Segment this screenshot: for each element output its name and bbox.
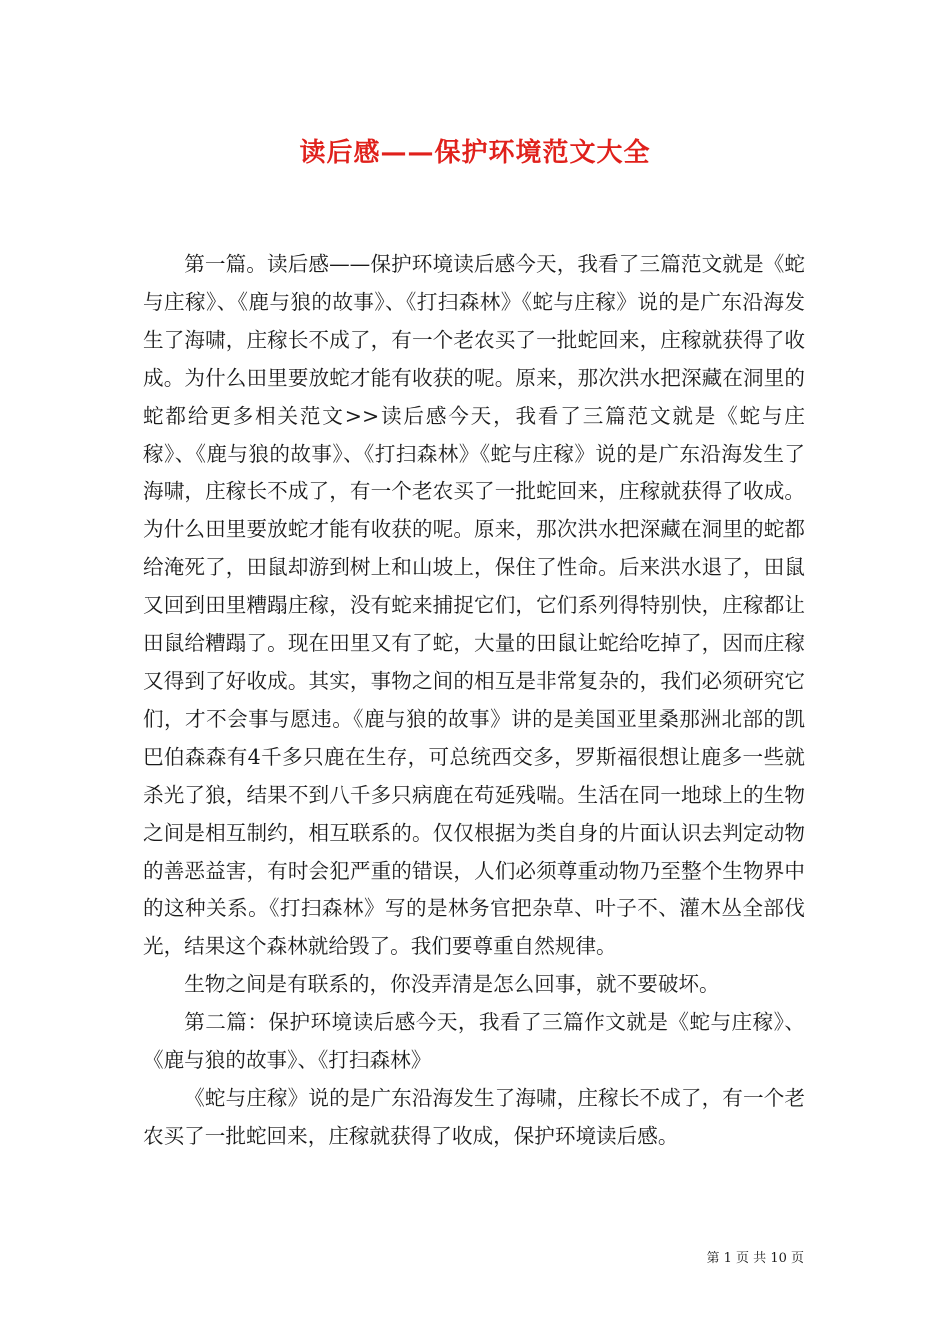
page-title: 读后感——保护环境范文大全 [299, 138, 651, 168]
document-body [143, 246, 805, 1156]
paragraph-4: 《蛇与庄稼》说的是广东沿海发生了海啸，庄稼长不成了，有一个老农买了一批蛇回来，庄稼就获得了收成，保护环境读后感。 [143, 1085, 805, 1148]
page-number: 第 1 页 共 10 页 [706, 1251, 804, 1266]
paragraph-2: 生物之间是有联系的，你没弄清是怎么回事，就不要破坏。 [184, 972, 720, 997]
paragraph-3: 第二篇：保护环境读后感今天，我看了三篇作文就是《蛇与庄稼》、《鹿与狼的故事》、《打扫森林》 [143, 1010, 805, 1073]
paragraph-1: 第一篇。读后感——保护环境读后感今天，我看了三篇范文就是《蛇与庄稼》、《鹿与狼的故事》、《打扫森林》《蛇与庄稼》说的是广东沿海发生了海啸，庄稼长不成了，有一个老农买了一批蛇回来，庄稼就获得了收成。为什么田里要放蛇才能有收获的呢。原来，那次洪水把深藏在洞里的蛇都给更多相关范文>>读后感今天，我看了三篇范文就是《蛇与庄稼》、《鹿与狼的故事》、《打扫森林》《蛇与庄稼》说的是广东沿海发生了海啸，庄稼长不成了，有一个老农买了一批蛇回来，庄稼就获得了收成。为什么田里要放蛇才能有收获的呢。原来，那次洪水把深藏在洞里的蛇都给淹死了，田鼠却游到树上和山坡上，保住了性命。后来洪水退了，田鼠又回到田里糟蹋庄稼，没有蛇来捕捉它们，它们系列得特别快，庄稼都让田鼠给糟蹋了。现在田里又有了蛇，大量的田鼠让蛇给吃掉了，因而庄稼又得到了好收成。其实，事物之间的相互是非常复杂的，我们必须研究它们，才不会事与愿违。《鹿与狼的故事》讲的是美国亚里桑那洲北部的凯巴伯森森有4千多只鹿在生存，可总统西交多，罗斯福很想让鹿多一些就杀光了狼，结果不到八千多只病鹿在苟延残喘。生活在同一地球上的生物之间是相互制约，相互联系的。仅仅根据为类自身的片面认识去判定动物的善恶益害，有时会犯严重的错误，人们必须尊重动物乃至整个生物界中的这种关系。《打扫森林》写的是林务官把杂草、叶子不、灌木丛全部伐光，结果这个森林就给毁了。我们要尊重自然规律。 [143, 252, 805, 959]
